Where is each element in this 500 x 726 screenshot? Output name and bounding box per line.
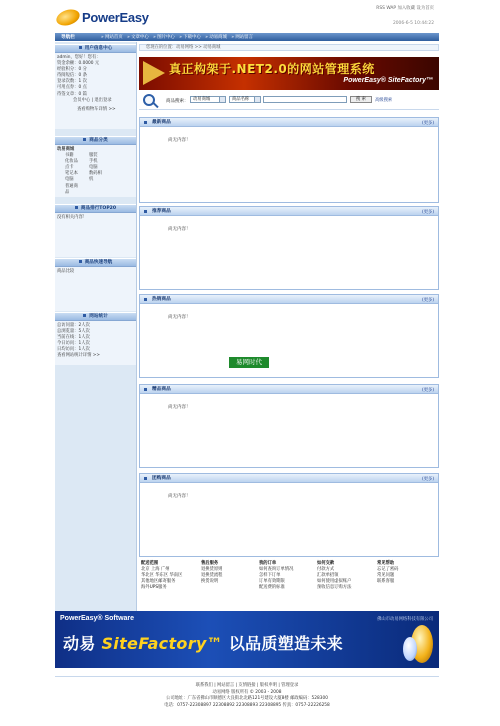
panel-hot-products [139, 294, 439, 378]
banner-brand: PowerEasy® SiteFactory™ [343, 77, 433, 84]
help-link[interactable]: 其他地区邮寄服务 [141, 579, 176, 584]
help-link[interactable]: 退换货原则 [201, 567, 223, 572]
footer-address: 公司地址：广东省佛山市顺德区大良街北北路121号建设大厦8楼 邮政编码：528300 [166, 696, 328, 701]
category-box [55, 136, 136, 197]
stats-detail-link[interactable]: 查看网站统计详情 >> [57, 353, 100, 359]
bullet-icon [144, 210, 147, 213]
category-item[interactable]: 手机 [89, 159, 98, 165]
panel-group-buy-products [139, 473, 439, 557]
help-link[interactable]: 订单有效期限 [259, 579, 285, 584]
quick-nav-box [55, 258, 136, 311]
bullet-icon [144, 121, 147, 124]
slogan-part-a: 动易 [63, 634, 96, 653]
stat-online: 当前在线：1人次 [57, 335, 90, 341]
slogan-sitefactory: SiteFactory™ [101, 634, 223, 653]
user-points: 经验积分：0 分 [57, 67, 87, 73]
panel-newest-products [139, 117, 439, 203]
help-column-title: 如何交款 [317, 561, 335, 566]
product-search-bar [139, 93, 439, 110]
advanced-search-link[interactable]: 高级搜索 [375, 98, 393, 103]
quick-nav-title: 商品快速导航 [84, 260, 113, 265]
category-item[interactable]: 点卡 [65, 165, 74, 171]
help-column-shipping [141, 561, 201, 591]
nav-link-photos[interactable]: » 图片中心 [153, 35, 175, 40]
bullet-icon [79, 260, 82, 263]
help-column-title: 常见帮助 [377, 561, 395, 566]
top20-box-title: 商品排行TOP20 [80, 206, 117, 211]
category-item[interactable]: 书籍 [65, 153, 74, 159]
compare-link[interactable]: 商品比较 [57, 269, 75, 274]
current-datetime: 2006-6-5 10:44:22 [392, 21, 434, 26]
help-column-title: 售后服务 [201, 561, 219, 566]
panel-empty-text: 尚无内容！ [168, 494, 191, 499]
stats-box-title: 网站统计 [89, 314, 108, 319]
help-column-title: 配送范围 [141, 561, 159, 566]
user-coupons: 可用点券：0 点 [57, 85, 87, 91]
top20-empty-text: 没有相关内容！ [57, 215, 88, 220]
blue-egg-icon [403, 637, 417, 661]
help-link[interactable]: 联系客服 [377, 579, 395, 584]
chevron-down-icon [219, 97, 225, 102]
help-link[interactable]: 付款方式 [317, 567, 335, 572]
bullet-icon [144, 388, 147, 391]
left-sidebar [55, 42, 137, 612]
stat-daily-avg: 日均访问：1人次 [57, 347, 90, 353]
nav-links [101, 34, 256, 40]
footer-copyright: 动易网络 版权所有 © 2003 - 2008 [212, 689, 282, 695]
panel-empty-text: 尚无内容！ [168, 315, 191, 320]
page-footer [55, 676, 439, 722]
search-icon-handle [152, 102, 158, 108]
help-link[interactable]: 退换货流程 [201, 573, 223, 578]
user-articles: 待签文章：0 篇 [57, 91, 87, 97]
logo-text: PowerEasy [82, 10, 149, 25]
bottom-banner-ad[interactable] [55, 611, 439, 668]
nav-link-guestbook[interactable]: » 网站留言 [231, 35, 253, 40]
help-link[interactable]: 华北区 华东区 华南区 [141, 573, 183, 578]
category-item[interactable]: 服装 [89, 153, 98, 159]
nav-link-shop[interactable]: » 动易商城 [205, 35, 227, 40]
watermark-badge: 易网时代 [229, 357, 269, 368]
category-item[interactable]: 笔记本电脑 [65, 171, 78, 183]
search-field-select[interactable] [229, 96, 261, 103]
help-link[interactable]: 如何查询订单情况 [259, 567, 294, 572]
panel-featured-products [139, 384, 439, 468]
panel-empty-text: 尚无内容！ [168, 227, 191, 232]
bullet-icon [79, 46, 82, 49]
category-item[interactable]: 数码相机 [89, 171, 102, 183]
bottom-banner-slogan [63, 631, 343, 654]
more-link[interactable]: (更多) [422, 476, 434, 482]
main-nav-bar [55, 33, 439, 41]
top-links[interactable]: RSS WAP 加入收藏 设为首页 [376, 6, 434, 11]
user-greeting: admin，您好！您有： [57, 55, 101, 60]
help-column-faq [377, 561, 437, 585]
stat-total-views: 总浏览量：5人次 [57, 329, 90, 335]
stat-today: 今日访问：1人次 [57, 341, 90, 347]
more-link[interactable]: (更多) [422, 387, 434, 393]
bullet-icon [144, 298, 147, 301]
category-item[interactable]: 普通商品 [65, 183, 78, 195]
more-link[interactable]: (更多) [422, 120, 434, 126]
bottom-banner-brand: PowerEasy® Software [60, 615, 135, 622]
help-link[interactable]: 如何使用虚拟账户 [317, 579, 352, 584]
panel-title: 精品商品 [152, 387, 171, 392]
bullet-icon [75, 206, 78, 209]
help-column-title: 我的订单 [259, 561, 277, 566]
footer-phone: 电话：0757-22308897 22308892 22308893 22308895 传真：0757-22226258 [164, 702, 330, 708]
help-column-orders [259, 561, 319, 591]
category-box-title: 商品分类 [89, 138, 108, 143]
panel-recommended-products [139, 206, 439, 290]
category-header[interactable]: 动易商城 [57, 147, 75, 152]
help-column-payment [317, 561, 377, 591]
help-link[interactable]: 预收信息订购方法 [317, 585, 352, 590]
help-link[interactable]: 汇款单招领 [317, 573, 339, 578]
help-link[interactable]: 海外UPS服务 [141, 585, 167, 590]
help-column-after-sales [201, 561, 261, 585]
help-link[interactable]: 换货说明 [201, 579, 219, 584]
user-messages: 待阅短信：0 条 [57, 73, 87, 79]
stats-box [55, 312, 136, 365]
category-item[interactable]: 化妆品 [65, 159, 78, 165]
help-link[interactable]: 北京 上海 广州 [141, 567, 170, 572]
user-box-title: 用户信息中心 [84, 46, 113, 51]
panel-title: 热销商品 [152, 297, 171, 302]
search-label: 商品搜索： [166, 99, 189, 104]
nav-link-articles[interactable]: » 文章中心 [127, 35, 149, 40]
bullet-icon [83, 138, 86, 141]
help-link[interactable]: 常见问题 [377, 573, 395, 578]
category-item[interactable]: 电脑 [89, 165, 98, 171]
nav-link-home[interactable]: » 网站首页 [101, 35, 123, 40]
footer-help-columns [139, 561, 439, 609]
breadcrumb: 您现在的位置：动易网络 >> 动易商城 [139, 44, 439, 51]
help-link[interactable]: 怎样下订单 [259, 573, 281, 578]
search-input[interactable] [263, 96, 347, 103]
slogan-part-b: 以品质塑造未来 [228, 634, 343, 653]
nav-link-downloads[interactable]: » 下载中心 [179, 35, 201, 40]
chevron-down-icon [254, 97, 260, 102]
top-banner-ad[interactable] [139, 57, 439, 90]
bottom-banner-company: 佛山市动易网络科技有限公司 [377, 617, 433, 622]
panel-empty-text: 尚无内容！ [168, 405, 191, 410]
user-center-links[interactable]: 会员中心 | 退出登录 [73, 97, 112, 103]
stat-total-visits: 总访问量：2人次 [57, 323, 90, 328]
search-scope-value: 动易商城 [193, 97, 211, 102]
user-logins: 登录次数：1 次 [57, 79, 87, 85]
logo-ring-icon [54, 7, 81, 29]
nav-title: 导航栏 [61, 35, 75, 40]
bullet-icon [144, 477, 147, 480]
more-link[interactable]: (更多) [422, 209, 434, 215]
panel-empty-text: 尚无内容！ [168, 138, 191, 143]
banner-arrow-icon [143, 61, 165, 85]
banner-title: 真正构架于.NET2.0的网站管理系统 [169, 62, 375, 76]
search-scope-select[interactable] [190, 96, 226, 103]
search-button[interactable]: 搜 索 [350, 96, 372, 103]
help-link[interactable]: 忘记了密码 [377, 567, 399, 572]
panel-title: 团购商品 [152, 476, 171, 481]
user-info-box [55, 44, 136, 129]
search-field-value: 商品名称 [232, 97, 250, 102]
panel-title: 推荐商品 [152, 209, 171, 214]
bullet-icon [83, 314, 86, 317]
view-cart-link[interactable]: 查看购物车详情 >> [77, 106, 116, 112]
panel-title: 最新商品 [152, 120, 171, 125]
help-link[interactable]: 配送费的标准 [259, 585, 285, 590]
footer-links[interactable]: 联系我们 | 网站留言 | 友情链接 | 版权申明 | 管理登录 [195, 683, 299, 688]
more-link[interactable]: (更多) [422, 297, 434, 303]
site-logo[interactable] [56, 6, 186, 30]
top20-box [55, 204, 136, 257]
user-balance: 资金余额：0.0000 元 [57, 61, 100, 67]
